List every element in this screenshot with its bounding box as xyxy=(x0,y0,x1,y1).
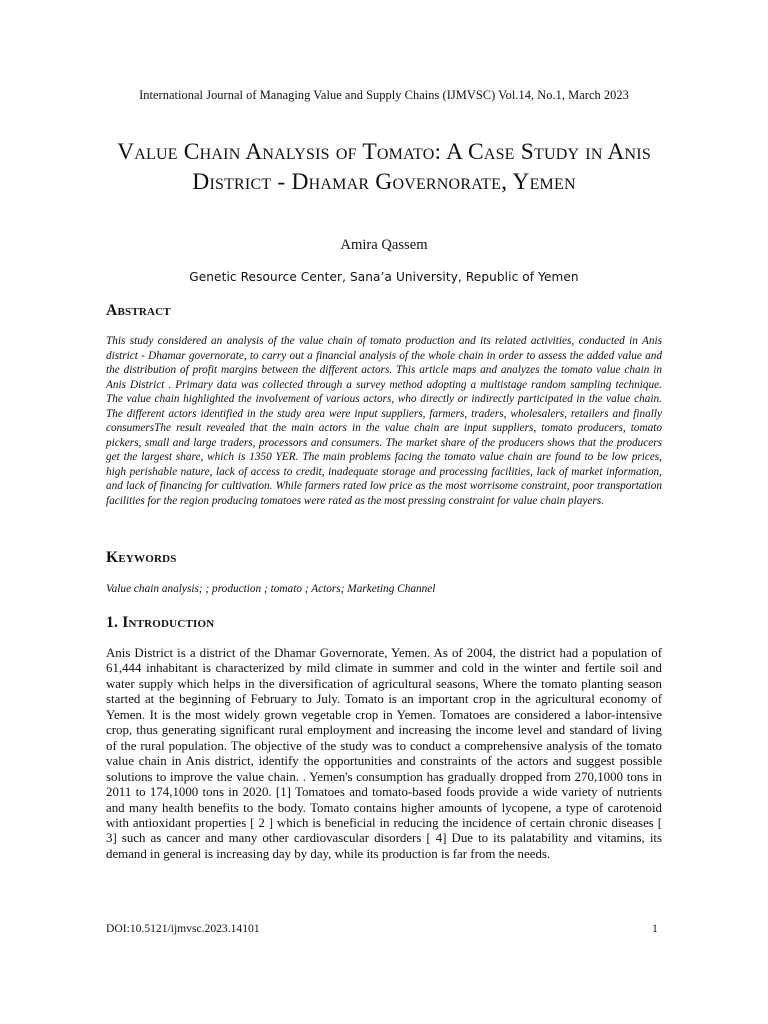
journal-running-header: International Journal of Managing Value and Supply Chains (IJMVSC) Vol.14, No.1, March 2023 xyxy=(139,88,629,102)
keywords-heading: Keywords xyxy=(106,549,177,566)
author-affiliation: Genetic Resource Center, Sana’a University, Republic of Yemen xyxy=(189,270,579,284)
introduction-text: Anis District is a district of the Dhamar Governorate, Yemen. As of 2004, the district had a population of 61,444 inhabitant is characterized by mild climate in summer and cold in the winter and fertile soil and water supply which helps in the diversification of agricultural seasons, Where the tomato planting season started at the beginning of February to July. Tomato is an important crop in the agricultural economy of Yemen. It is the most widely grown vegetable crop in Yemen. Tomatoes are considered a labor-intensive crop, thus generating significant rural employment and increasing the income level and standard of living of the rural population. The objective of the study was to conduct a comprehensive analysis of the tomato value chain in Anis district, identify the opportunities and constraints of the actors and suggest possible solutions to improve the value chain. . Yemen's consumption has gradually dropped from 270,1000 tons in 2011 to 174,1000 tons in 2020. [1] Tomatoes and tomato-based foods provide a wide variety of nutrients and many health benefits to the body. Tomato contains higher amounts of lycopene, a type of carotenoid with antioxidant properties [ 2 ] which is beneficial in reducing the incidence of certain chronic diseases [ 3] such as cancer and many other cardiovascular disorders [ 4] Due to its palatability and vitamins, its demand in general is increasing day by day, while its production is far from the needs. xyxy=(106,646,662,861)
author-name: Amira Qassem xyxy=(340,237,428,253)
footer-doi[interactable]: DOI:10.5121/ijmvsc.2023.14101 xyxy=(106,922,260,935)
abstract-heading: Abstract xyxy=(106,302,171,319)
keywords-text: Value chain analysis; ; production ; tomato ; Actors; Marketing Channel xyxy=(106,583,436,595)
abstract-text: This study considered an analysis of the value chain of tomato production and its related activities, conducted in Anis district - Dhamar governorate, to carry out a financial analysis of the whole chain in order to assess the added value and the distribution of profit margins between the different actors. This article maps and analyzes the tomato value chain in Anis District . Primary data was collected through a survey method adopting a multistage random sampling technique. The value chain highlighted the involvement of various actors, who directly or indirectly participated in the value chain. The different actors identified in the study area were input suppliers, farmers, traders, wholesalers, retailers and finally consumersThe result revealed that the main actors in the value chain are input suppliers, tomato producers, tomato pickers, small and large traders, processors and consumers. The market share of the producers shows that the producers get the largest share, which is 1350 YER. The main problems facing the tomato value chain are found to be low prices, high perishable nature, lack of access to credit, inadequate storage and processing facilities, lack of market information, and lack of financing for cultivation. While farmers rated low price as the most worrisome constraint, poor transportation facilities for the region producing tomatoes were rated as the most pressing constraint for value chain players. xyxy=(106,335,662,507)
introduction-heading: 1. Introduction xyxy=(106,614,215,631)
paper-title: Value Chain Analysis of Tomato: A Case Study in Anis District - Dhamar Governorate, Yemen xyxy=(117,139,651,195)
page-number: 1 xyxy=(652,922,658,935)
